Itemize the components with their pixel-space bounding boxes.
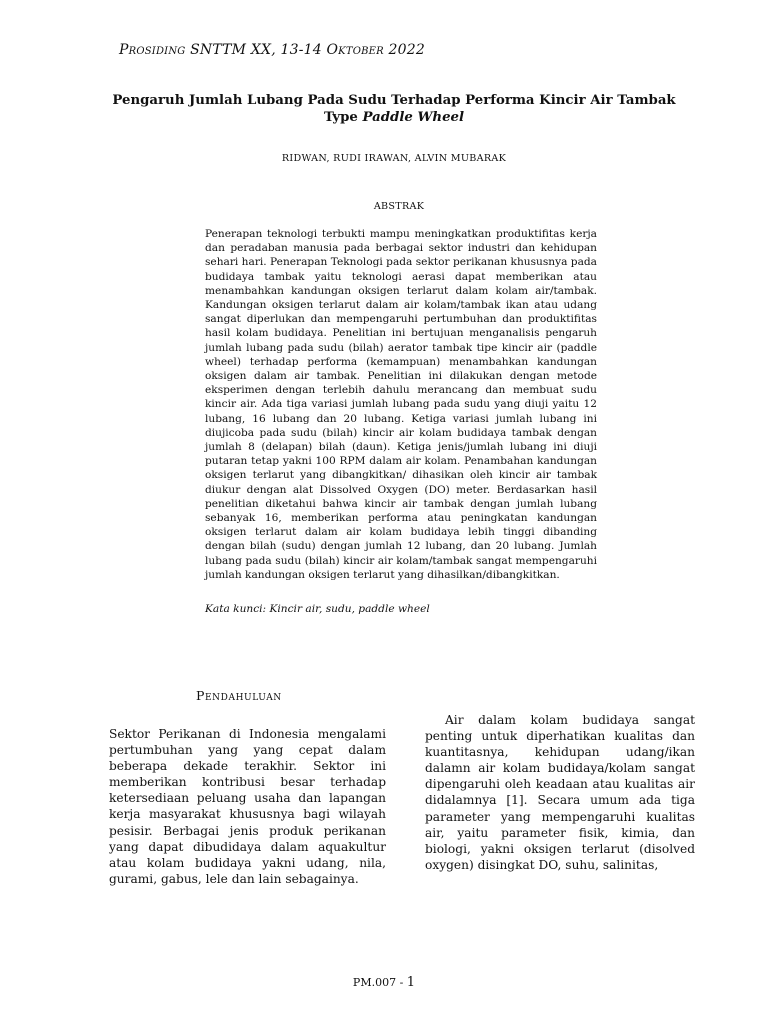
left-paragraph: Sektor Perikanan di Indonesia mengalami pertumbuhan yang yang cepat dalam beberapa dekade terakhir. Sektor ini memberikan kontribusi besar terhadap ketersediaan peluang usaha dan lapangan kerja masyarakat khususnya bagi wilayah pesisir. Berbagai jenis produk perikanan yang dapat dibudidaya dalam aquakultur atau kolam budidaya yakni udang, nila, gurami, gabus, lele dan lain sebagainya.	[109, 727, 386, 886]
right-column	[425, 712, 695, 873]
page-number: 1	[406, 975, 416, 990]
paper-title	[60, 92, 728, 126]
title-line-1: Pengaruh Jumlah Lubang Pada Sudu Terhadap Performa Kincir Air Tambak	[112, 93, 676, 108]
page-label: PM.007 -	[352, 976, 407, 989]
title-line-2-italic: Paddle Wheel	[362, 110, 465, 125]
page-footer	[0, 975, 768, 990]
title-line-2-prefix: Type	[323, 110, 363, 125]
left-column	[109, 726, 386, 887]
abstract-heading: ABSTRAK	[373, 201, 425, 212]
authors: RIDWAN, RUDI IRAWAN, ALVIN MUBARAK	[281, 153, 507, 164]
running-header: Prosiding SNTTM XX, 13-14 Oktober 2022	[119, 42, 425, 58]
abstract-body: Penerapan teknologi terbukti mampu meningkatkan produktifitas kerja dan peradaban manusia pada berbagai sektor industri dan kehidupan sehari hari. Penerapan Teknologi pada sektor perikanan khususnya pada budidaya tambak yaitu teknologi aerasi dapat memberikan atau menambahkan kandungan oksigen terlarut dalam kolam air/tambak. Kandungan oksigen terlarut dalam air kolam/tambak ikan atau udang sangat diperlukan dan mempengaruhi pertumbuhan dan produktifitas hasil kolam budidaya. Penelitian ini bertujuan menganalisis pengaruh jumlah lubang pada sudu (bilah) aerator tambak tipe kincir air (paddle wheel) terhadap performa (kemampuan) menambahkan kandungan oksigen dalam air tambak. Penelitian ini dilakukan dengan metode eksperimen dengan terlebih dahulu merancang dan membuat sudu kincir air. Ada tiga variasi jumlah lubang pada sudu yang diuji yaitu 12 lubang, 16 lubang dan 20 lubang. Ketiga variasi jumlah lubang ini diujicoba pada sudu (bilah) kincir air kolam budidaya tambak dengan jumlah 8 (delapan) bilah (daun). Ketiga jenis/jumlah lubang ini diuji putaran tetap yakni 100 RPM dalam air kolam. Penambahan kandungan oksigen terlarut yang dibangkitkan/ dihasikan oleh kincir air tambak diukur dengan alat Dissolved Oxygen (DO) meter. Berdasarkan hasil penelitian diketahui bahwa kincir air tambak dengan jumlah lubang sebanyak 16, memberikan performa atau peningkatan kandungan oksigen terlarut dalam air kolam budidaya lebih tinggi dibanding dengan bilah (sudu) dengan jumlah 12 lubang, dan 20 lubang. Jumlah lubang pada sudu (bilah) kincir air kolam/tambak sangat mempengaruhi jumlah kandungan oksigen terlarut yang dihasilkan/dibangkitkan.	[205, 228, 597, 581]
section-heading-pendahuluan: Pendahuluan	[196, 688, 282, 703]
title-line-2	[60, 109, 728, 126]
right-paragraph: Air dalam kolam budidaya sangat penting untuk diperhatikan kualitas dan kuantitasnya, kehidupan udang/ikan dalamn air kolam budidaya/kolam sangat dipengaruhi oleh keadaan atau kualitas air didalamnya [1]. Secara umum ada tiga parameter yang mempengaruhi kualitas air, yaitu parameter fisik, kimia, dan biologi, yakni oksigen terlarut (disolved oxygen) disingkat DO, suhu, salinitas,	[425, 713, 695, 872]
keywords: Kata kunci: Kincir air, sudu, paddle wheel	[205, 603, 430, 615]
